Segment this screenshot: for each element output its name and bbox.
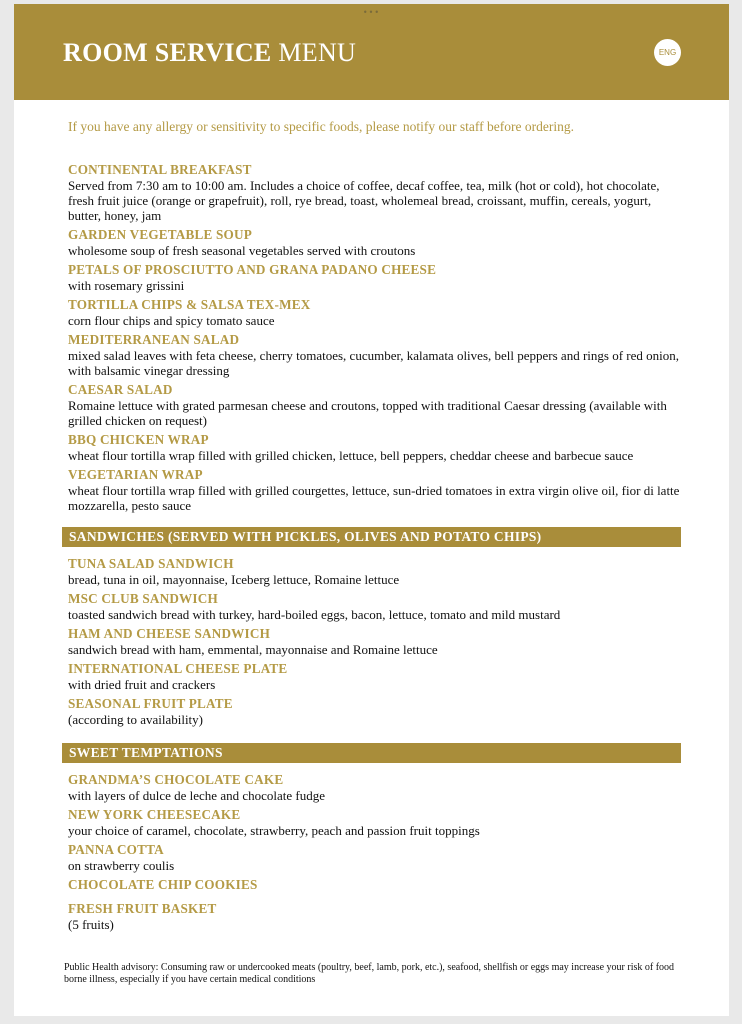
drag-handle-dots[interactable]: •••	[362, 8, 381, 17]
item-desc: toasted sandwich bread with turkey, hard-boiled eggs, bacon, lettuce, tomato and mild mustard	[68, 607, 561, 622]
item-name: FRESH FRUIT BASKET	[68, 901, 217, 916]
menu-item	[68, 226, 680, 258]
menu-item	[68, 771, 688, 803]
menu-item	[68, 841, 688, 873]
sweets-heading: SWEET TEMPTATIONS	[62, 743, 681, 763]
item-name: INTERNATIONAL CHEESE PLATE	[68, 661, 288, 676]
menu-item	[68, 466, 680, 513]
menu-item	[68, 695, 688, 727]
item-desc: with dried fruit and crackers	[68, 677, 216, 692]
allergy-notice: If you have any allergy or sensitivity to specific foods, please notify our staff before ordering.	[68, 119, 574, 134]
item-name: CONTINENTAL BREAKFAST	[68, 162, 252, 177]
item-desc: with layers of dulce de leche and chocolate fudge	[68, 788, 325, 803]
item-name: MSC CLUB SANDWICH	[68, 591, 218, 606]
item-desc: mixed salad leaves with feta cheese, cherry tomatoes, cucumber, kalamata olives, bell peppers and rings of red onion, with balsamic vinegar dressing	[68, 348, 679, 378]
menu-item	[68, 900, 688, 932]
menu-page	[14, 4, 729, 1016]
item-name: CAESAR SALAD	[68, 382, 173, 397]
item-desc: your choice of caramel, chocolate, strawberry, peach and passion fruit toppings	[68, 823, 480, 838]
menu-item	[68, 296, 680, 328]
title-bold: ROOM SERVICE	[63, 38, 272, 67]
menu-item	[68, 660, 688, 692]
item-desc: (according to availability)	[68, 712, 204, 727]
menu-item	[68, 876, 688, 893]
item-name: NEW YORK CHEESECAKE	[68, 807, 241, 822]
sandwiches-list	[68, 555, 688, 730]
sweets-list	[68, 771, 688, 935]
page-title	[63, 38, 356, 68]
item-name: BBQ CHICKEN WRAP	[68, 432, 209, 447]
item-name: SEASONAL FRUIT PLATE	[68, 696, 233, 711]
item-desc: wheat flour tortilla wrap filled with grilled courgettes, lettuce, sun-dried tomatoes in extra virgin olive oil, fior di latte mozzarella, pesto sauce	[68, 483, 680, 513]
item-name: MEDITERRANEAN SALAD	[68, 332, 240, 347]
title-rest: MENU	[278, 38, 357, 67]
menu-item	[68, 806, 688, 838]
item-desc: (5 fruits)	[68, 917, 114, 932]
menu-item	[68, 590, 688, 622]
menu-item	[68, 381, 680, 428]
item-desc: with rosemary grissini	[68, 278, 185, 293]
item-name: GARDEN VEGETABLE SOUP	[68, 227, 252, 242]
item-desc: Romaine lettuce with grated parmesan cheese and croutons, topped with traditional Caesar dressing (available with grilled chicken on request)	[68, 398, 667, 428]
item-desc: wheat flour tortilla wrap filled with grilled chicken, lettuce, bell peppers, cheddar cheese and barbecue sauce	[68, 448, 634, 463]
health-advisory: Public Health advisory: Consuming raw or undercooked meats (poultry, beef, lamb, pork, etc.), seafood, shellfish or eggs may increase your risk of food borne illness, especially if you have certain medical conditions	[64, 962, 675, 985]
item-desc: corn flour chips and spicy tomato sauce	[68, 313, 275, 328]
item-desc: Served from 7:30 am to 10:00 am. Includes a choice of coffee, decaf coffee, tea, milk (hot or cold), hot chocolate, fresh fruit juice (orange or grapefruit), roll, rye bread, toast, wholemeal bread, croissant, muffin, cereals, yogurt, butter, honey, jam	[68, 178, 660, 223]
menu-item	[68, 161, 680, 223]
item-name: TUNA SALAD SANDWICH	[68, 556, 234, 571]
item-name: PETALS OF PROSCIUTTO AND GRANA PADANO CHEESE	[68, 262, 437, 277]
item-desc: on strawberry coulis	[68, 858, 175, 873]
item-name: VEGETARIAN WRAP	[68, 467, 203, 482]
menu-header	[14, 4, 729, 100]
item-desc: wholesome soup of fresh seasonal vegetables served with croutons	[68, 243, 416, 258]
menu-item	[68, 331, 680, 378]
menu-item	[68, 261, 680, 293]
menu-item	[68, 555, 688, 587]
item-desc: bread, tuna in oil, mayonnaise, Iceberg lettuce, Romaine lettuce	[68, 572, 400, 587]
item-name: HAM AND CHEESE SANDWICH	[68, 626, 271, 641]
item-name: TORTILLA CHIPS & SALSA TEX-MEX	[68, 297, 311, 312]
starters-list	[68, 161, 680, 516]
item-desc: sandwich bread with ham, emmental, mayonnaise and Romaine lettuce	[68, 642, 438, 657]
sandwiches-heading: SANDWICHES (SERVED WITH PICKLES, OLIVES AND POTATO CHIPS)	[62, 527, 681, 547]
language-switch-button[interactable]: ENG	[654, 39, 681, 66]
item-name: GRANDMA’S CHOCOLATE CAKE	[68, 772, 284, 787]
menu-item	[68, 431, 680, 463]
item-name: CHOCOLATE CHIP COOKIES	[68, 877, 258, 892]
item-name: PANNA COTTA	[68, 842, 164, 857]
menu-item	[68, 625, 688, 657]
